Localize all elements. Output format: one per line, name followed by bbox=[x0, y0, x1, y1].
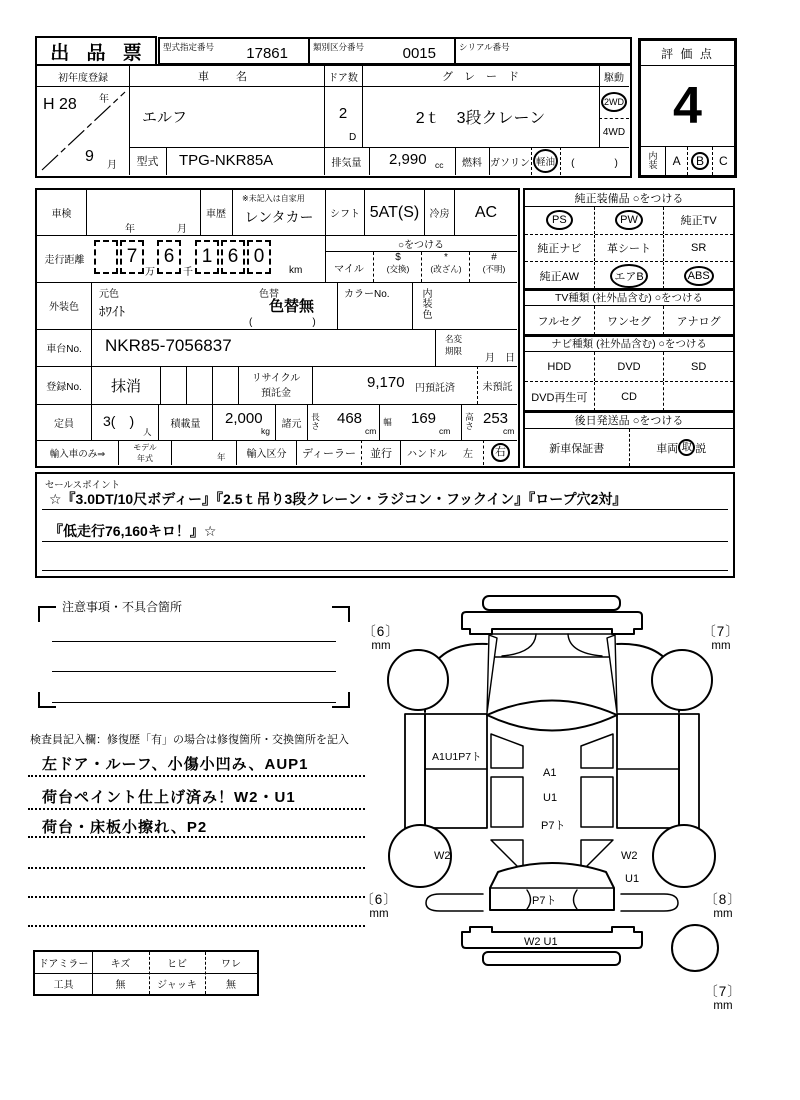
flag-hash: # (不明) bbox=[469, 252, 518, 282]
vehicle-manual: 車両 取 説 bbox=[629, 429, 734, 466]
regno-label: 登録No. bbox=[37, 366, 92, 404]
capacity-unit: 人 bbox=[143, 427, 152, 437]
ac-label: 冷房 bbox=[424, 190, 454, 235]
import-parallel: 並行 bbox=[361, 440, 400, 465]
shift-label: シフト bbox=[325, 190, 364, 235]
history-note: ※未記入は自家用 bbox=[242, 194, 305, 203]
navi-cd: CD bbox=[594, 382, 664, 411]
handle-label: ハンドル bbox=[400, 440, 453, 465]
doors-label: ドア数 bbox=[328, 72, 358, 84]
payload-value: 2,000 bbox=[225, 410, 263, 427]
rear-plate bbox=[483, 952, 620, 965]
flag-mile: マイル bbox=[334, 263, 364, 275]
name-change-label: 名変 期限 bbox=[435, 329, 471, 366]
import-dealer: ディーラー bbox=[296, 440, 361, 465]
interior-grade-b bbox=[687, 147, 711, 175]
warranty-booklet: 新車保証書 bbox=[549, 442, 605, 455]
equip-tv: 純正TV bbox=[663, 207, 733, 234]
width-label: 幅 bbox=[379, 404, 395, 440]
right-door bbox=[581, 734, 613, 768]
tread-front-left: 〔6〕 mm bbox=[362, 624, 400, 652]
model-year-unit: 年 bbox=[217, 452, 226, 462]
orig-color-label: 元色 bbox=[99, 289, 119, 300]
sheet-title: 出 品 票 bbox=[50, 42, 148, 64]
odometer-digit-4: 1 bbox=[195, 240, 219, 274]
damage-label-rear-panel: P7ト bbox=[532, 895, 557, 907]
score-value: 4 bbox=[673, 77, 702, 135]
equip-aw: 純正AW bbox=[539, 270, 579, 283]
score-box bbox=[638, 38, 737, 178]
door-mirror-label: ドアミラー bbox=[38, 959, 89, 970]
left-door bbox=[491, 734, 523, 768]
width-value: 169 bbox=[411, 410, 437, 427]
vehicle-id-table bbox=[35, 64, 632, 178]
ac-value: AC bbox=[454, 190, 517, 235]
sales-points-box bbox=[35, 472, 735, 578]
tv-fullseg: フルセグ bbox=[537, 315, 582, 328]
height-unit: cm bbox=[503, 426, 515, 436]
navi-empty bbox=[663, 382, 733, 411]
navi-type-header: ナビ種類 (社外品含む) ○をつける bbox=[525, 336, 733, 352]
caution-line-2 bbox=[52, 671, 336, 672]
mileage-sen: 千 bbox=[183, 267, 193, 278]
right-side-panel bbox=[617, 714, 679, 828]
interior-grade-b-circle: B bbox=[691, 152, 709, 170]
front-left-wheel bbox=[388, 650, 448, 710]
mileage-label: 走行距離 bbox=[44, 255, 85, 266]
fuel-diesel: 軽油 bbox=[531, 147, 560, 175]
odometer-digit-6: 0 bbox=[247, 240, 271, 274]
length-label: 長さ bbox=[307, 404, 323, 440]
chassis-value: NKR85-7056837 bbox=[105, 336, 232, 355]
front-panel bbox=[462, 612, 642, 634]
shaken-month-suffix: 月 bbox=[177, 224, 187, 235]
navi-dvd: DVD bbox=[594, 352, 664, 381]
sales-line-3-rule bbox=[42, 570, 728, 571]
mileage-man: 万 bbox=[145, 267, 155, 278]
grade-value: 2ｔ 3段クレーン bbox=[415, 110, 546, 127]
shaken-label: 車検 bbox=[37, 190, 87, 235]
note-line-4 bbox=[28, 850, 365, 869]
windshield bbox=[490, 634, 614, 657]
row-exterior bbox=[37, 282, 517, 329]
payload-label: 積載量 bbox=[158, 404, 212, 440]
mileage-unit: km bbox=[289, 265, 303, 276]
a-pillar-left bbox=[487, 635, 497, 713]
navi-hdd: HDD bbox=[547, 360, 572, 373]
damage-label-rear-right-1: W2 bbox=[621, 850, 638, 862]
car-name-value: エルフ bbox=[142, 109, 188, 126]
later-shipment-header: 後日発送品 ○をつける bbox=[525, 412, 733, 429]
tool-none-2: 無 bbox=[226, 980, 236, 991]
cab-roof bbox=[487, 701, 617, 731]
caution-label: 注意事項・不具合箇所 bbox=[62, 600, 183, 614]
damage-label-center-3: P7ト bbox=[541, 820, 566, 832]
fuel-label: 燃料 bbox=[462, 157, 482, 169]
genuine-equipment-header: 純正装備品 ○をつける bbox=[525, 190, 733, 207]
color-change-paren: ( ) bbox=[249, 317, 316, 328]
history-value: レンタカー bbox=[244, 209, 314, 225]
right-outer-rail bbox=[679, 714, 699, 828]
vehicle-damage-diagram bbox=[360, 588, 760, 1028]
tv-oneseg: ワンセグ bbox=[594, 306, 664, 335]
first-registration-label: 初年度登録 bbox=[58, 72, 108, 84]
later-shipment-group bbox=[523, 410, 735, 468]
row-chassis bbox=[37, 329, 517, 366]
front-right-wheel bbox=[652, 650, 712, 710]
row-mileage bbox=[37, 235, 517, 282]
car-name-label: 車 名 bbox=[198, 71, 255, 83]
class-number-box bbox=[308, 37, 456, 65]
fuel-other: ( ) bbox=[571, 157, 618, 169]
fuel-gasoline: ガソリン bbox=[490, 157, 530, 169]
tread-spare: 〔7〕 mm bbox=[704, 984, 742, 1012]
odometer-digit-3: 6 bbox=[157, 240, 181, 274]
damage-label-rear-right-2: U1 bbox=[625, 873, 640, 885]
caution-line-3 bbox=[52, 702, 336, 703]
recycle-value: 9,170 bbox=[367, 374, 405, 391]
shaken-year-suffix: 年 bbox=[125, 224, 135, 235]
navi-type-group bbox=[523, 334, 735, 413]
recycle-not-deposited: 未預託 bbox=[477, 366, 517, 404]
drive-label: 駆動 bbox=[604, 72, 624, 84]
flag-asterisk: * (改ざん) bbox=[421, 252, 470, 282]
left-outer-rail bbox=[405, 714, 425, 828]
orig-color-value: ﾎﾜｲﾄ bbox=[99, 304, 125, 319]
inspector-note-3: 荷台・床板小擦れ、P2 bbox=[42, 819, 208, 836]
inspector-note-2: 荷台ペイント仕上げ済み！W2・U1 bbox=[42, 789, 296, 806]
mirror-split: ワレ bbox=[221, 959, 241, 970]
history-label: 車歴 bbox=[200, 190, 233, 235]
rear-step-left bbox=[426, 894, 483, 911]
score-label: 評 価 点 bbox=[641, 41, 734, 66]
name-change-day: 日 bbox=[505, 353, 515, 364]
interior-grade-c: C bbox=[712, 147, 734, 175]
rear-step-right bbox=[621, 894, 678, 911]
odometer-digit-1 bbox=[94, 240, 118, 274]
sales-line-1: ☆『3.0DT/10尺ボディー』『2.5ｔ吊り3段クレーン・ラジコン・フックイン』『ロープ穴2対』 bbox=[49, 491, 627, 507]
interior-grade-a: A bbox=[672, 154, 681, 168]
left-side-panel bbox=[425, 714, 487, 828]
note-line-6 bbox=[28, 908, 365, 927]
capacity-label: 定員 bbox=[37, 404, 92, 440]
sales-line-2: 『低走行76,160キロ！』☆ bbox=[49, 523, 217, 539]
doors-d: D bbox=[349, 132, 357, 143]
width-unit: cm bbox=[439, 426, 451, 436]
equip-leather: 革シート bbox=[594, 235, 664, 262]
equip-pw: PW bbox=[594, 207, 664, 234]
color-change-value: 色替無 bbox=[269, 298, 315, 315]
recycle-suffix: 円預託済 bbox=[415, 383, 455, 394]
model-designation-box bbox=[158, 37, 310, 65]
damage-label-center-2: U1 bbox=[543, 792, 558, 804]
wiper-right bbox=[568, 634, 602, 656]
sheet-title-box bbox=[35, 36, 157, 66]
equip-ps: PS bbox=[525, 207, 594, 234]
registration-era: H 28 bbox=[43, 96, 77, 113]
registration-month: 9 bbox=[85, 148, 94, 165]
equip-sr: SR bbox=[663, 235, 733, 262]
name-change-month: 月 bbox=[485, 353, 495, 364]
capacity-value: 3( ) bbox=[103, 413, 135, 429]
right-bed-wall bbox=[581, 777, 613, 827]
shift-value: 5AT(S) bbox=[364, 190, 424, 235]
tread-front-right: 〔7〕 mm bbox=[702, 624, 740, 652]
tool-label: 工具 bbox=[53, 980, 74, 991]
color-no-label: カラーNo. bbox=[344, 289, 390, 300]
tv-type-header: TV種類 (社外品含む) ○をつける bbox=[525, 290, 733, 306]
drive-4wd: 4WD bbox=[602, 127, 626, 138]
displacement-value: 2,990 bbox=[389, 151, 427, 168]
damage-label-left-door: A1U1P7ト bbox=[432, 751, 482, 763]
model-code-label: 型式 bbox=[136, 156, 159, 168]
note-line-5 bbox=[28, 879, 365, 898]
a-pillar-right bbox=[607, 635, 617, 713]
tread-rear-right: 〔8〕 mm bbox=[704, 892, 742, 920]
displacement-unit: cc bbox=[435, 160, 444, 170]
row-capacity bbox=[37, 404, 517, 440]
length-unit: cm bbox=[365, 426, 377, 436]
odometer-flags-header: ○をつける bbox=[325, 235, 517, 252]
tread-rear-left: 〔6〕 mm bbox=[360, 892, 398, 920]
equip-abs: ABS bbox=[663, 262, 733, 289]
wiper-left bbox=[502, 634, 536, 656]
interior-grade-label: 内装 bbox=[641, 147, 666, 175]
navi-sd: SD bbox=[663, 352, 733, 381]
row-shaken bbox=[37, 190, 517, 235]
import-type-label: 輸入区分 bbox=[236, 440, 296, 465]
model-code-value: TPG-NKR85A bbox=[179, 152, 274, 169]
payload-unit: kg bbox=[261, 426, 270, 436]
serial-label: シリアル番号 bbox=[459, 42, 510, 52]
height-value: 253 bbox=[483, 410, 509, 427]
inspector-note-1: 左ドア・ルーフ、小傷小凹み、AUP1 bbox=[42, 756, 309, 773]
import-only-label: 輸入車のみ⇒ bbox=[37, 440, 119, 465]
equip-navi: 純正ナビ bbox=[537, 243, 582, 255]
navi-dvd-play: DVD再生可 bbox=[531, 391, 588, 404]
front-top-bumper bbox=[483, 596, 620, 610]
mirror-crack: ヒビ bbox=[167, 959, 187, 970]
displacement-label: 排気量 bbox=[331, 157, 362, 169]
doors-value: 2 bbox=[338, 105, 348, 122]
class-number-value: 0015 bbox=[402, 45, 436, 62]
odometer-digit-2: 7 bbox=[120, 240, 144, 274]
interior-color-label: 内装色 bbox=[412, 282, 442, 329]
row-regno bbox=[37, 366, 517, 404]
mirror-scratch: キズ bbox=[110, 959, 131, 970]
chassis-label: 車台No. bbox=[37, 329, 92, 366]
odometer-digit-5: 6 bbox=[221, 240, 245, 274]
mirror-tool-table bbox=[33, 950, 259, 996]
equip-airbag: エアB bbox=[594, 262, 664, 289]
inspector-label: 検査員記入欄：修復歴「有」の場合は修復箇所・交換箇所を記入 bbox=[30, 734, 349, 746]
damage-label-center-1: A1 bbox=[543, 767, 557, 779]
damage-label-rear-left: W2 bbox=[434, 850, 451, 862]
tool-jack: ジャッキ bbox=[157, 980, 197, 991]
registration-month-suffix: 月 bbox=[107, 160, 117, 171]
note-line-2 bbox=[28, 789, 365, 810]
spare-tire bbox=[672, 925, 718, 971]
details-table bbox=[35, 188, 520, 468]
sales-points-label: セールスポイント bbox=[45, 480, 121, 491]
class-number-label: 類別区分番号 bbox=[313, 42, 365, 52]
tv-type-group bbox=[523, 288, 735, 337]
left-bed-wall bbox=[491, 777, 523, 827]
recycle-label: リサイクル 預託金 bbox=[238, 366, 313, 404]
registration-year-suffix: 年 bbox=[99, 94, 109, 105]
handle-right: 右 bbox=[483, 440, 517, 465]
flag-dollar: $ (交換) bbox=[373, 252, 422, 282]
caution-bracket-box bbox=[38, 606, 350, 708]
caution-line-1 bbox=[52, 641, 336, 642]
tv-analog: アナログ bbox=[663, 306, 733, 335]
height-label: 高さ bbox=[461, 404, 477, 440]
rear-right-wheel bbox=[653, 825, 715, 887]
model-designation-value: 17861 bbox=[246, 45, 288, 62]
damage-label-rear-bumper: W2 U1 bbox=[524, 936, 558, 948]
model-year-label: モデル 年式 bbox=[133, 443, 157, 463]
handle-left: 左 bbox=[463, 449, 473, 460]
drive-2wd: 2WD bbox=[599, 86, 629, 118]
grade-label: グ レ ー ド bbox=[442, 71, 519, 83]
exterior-label: 外装色 bbox=[37, 282, 92, 329]
note-line-1 bbox=[28, 756, 365, 777]
genuine-equipment-group bbox=[523, 188, 735, 291]
manual-circled-char: 取 bbox=[678, 439, 695, 456]
serial-box bbox=[454, 37, 632, 65]
model-designation-label: 型式指定番号 bbox=[163, 42, 215, 52]
regno-value: 抹消 bbox=[110, 377, 141, 395]
note-line-3 bbox=[28, 819, 365, 838]
spec-label: 諸元 bbox=[275, 404, 307, 440]
row-import bbox=[37, 440, 517, 465]
length-value: 468 bbox=[337, 410, 363, 427]
tool-none-1: 無 bbox=[115, 980, 126, 991]
color-change-label: 色替 bbox=[259, 289, 279, 300]
